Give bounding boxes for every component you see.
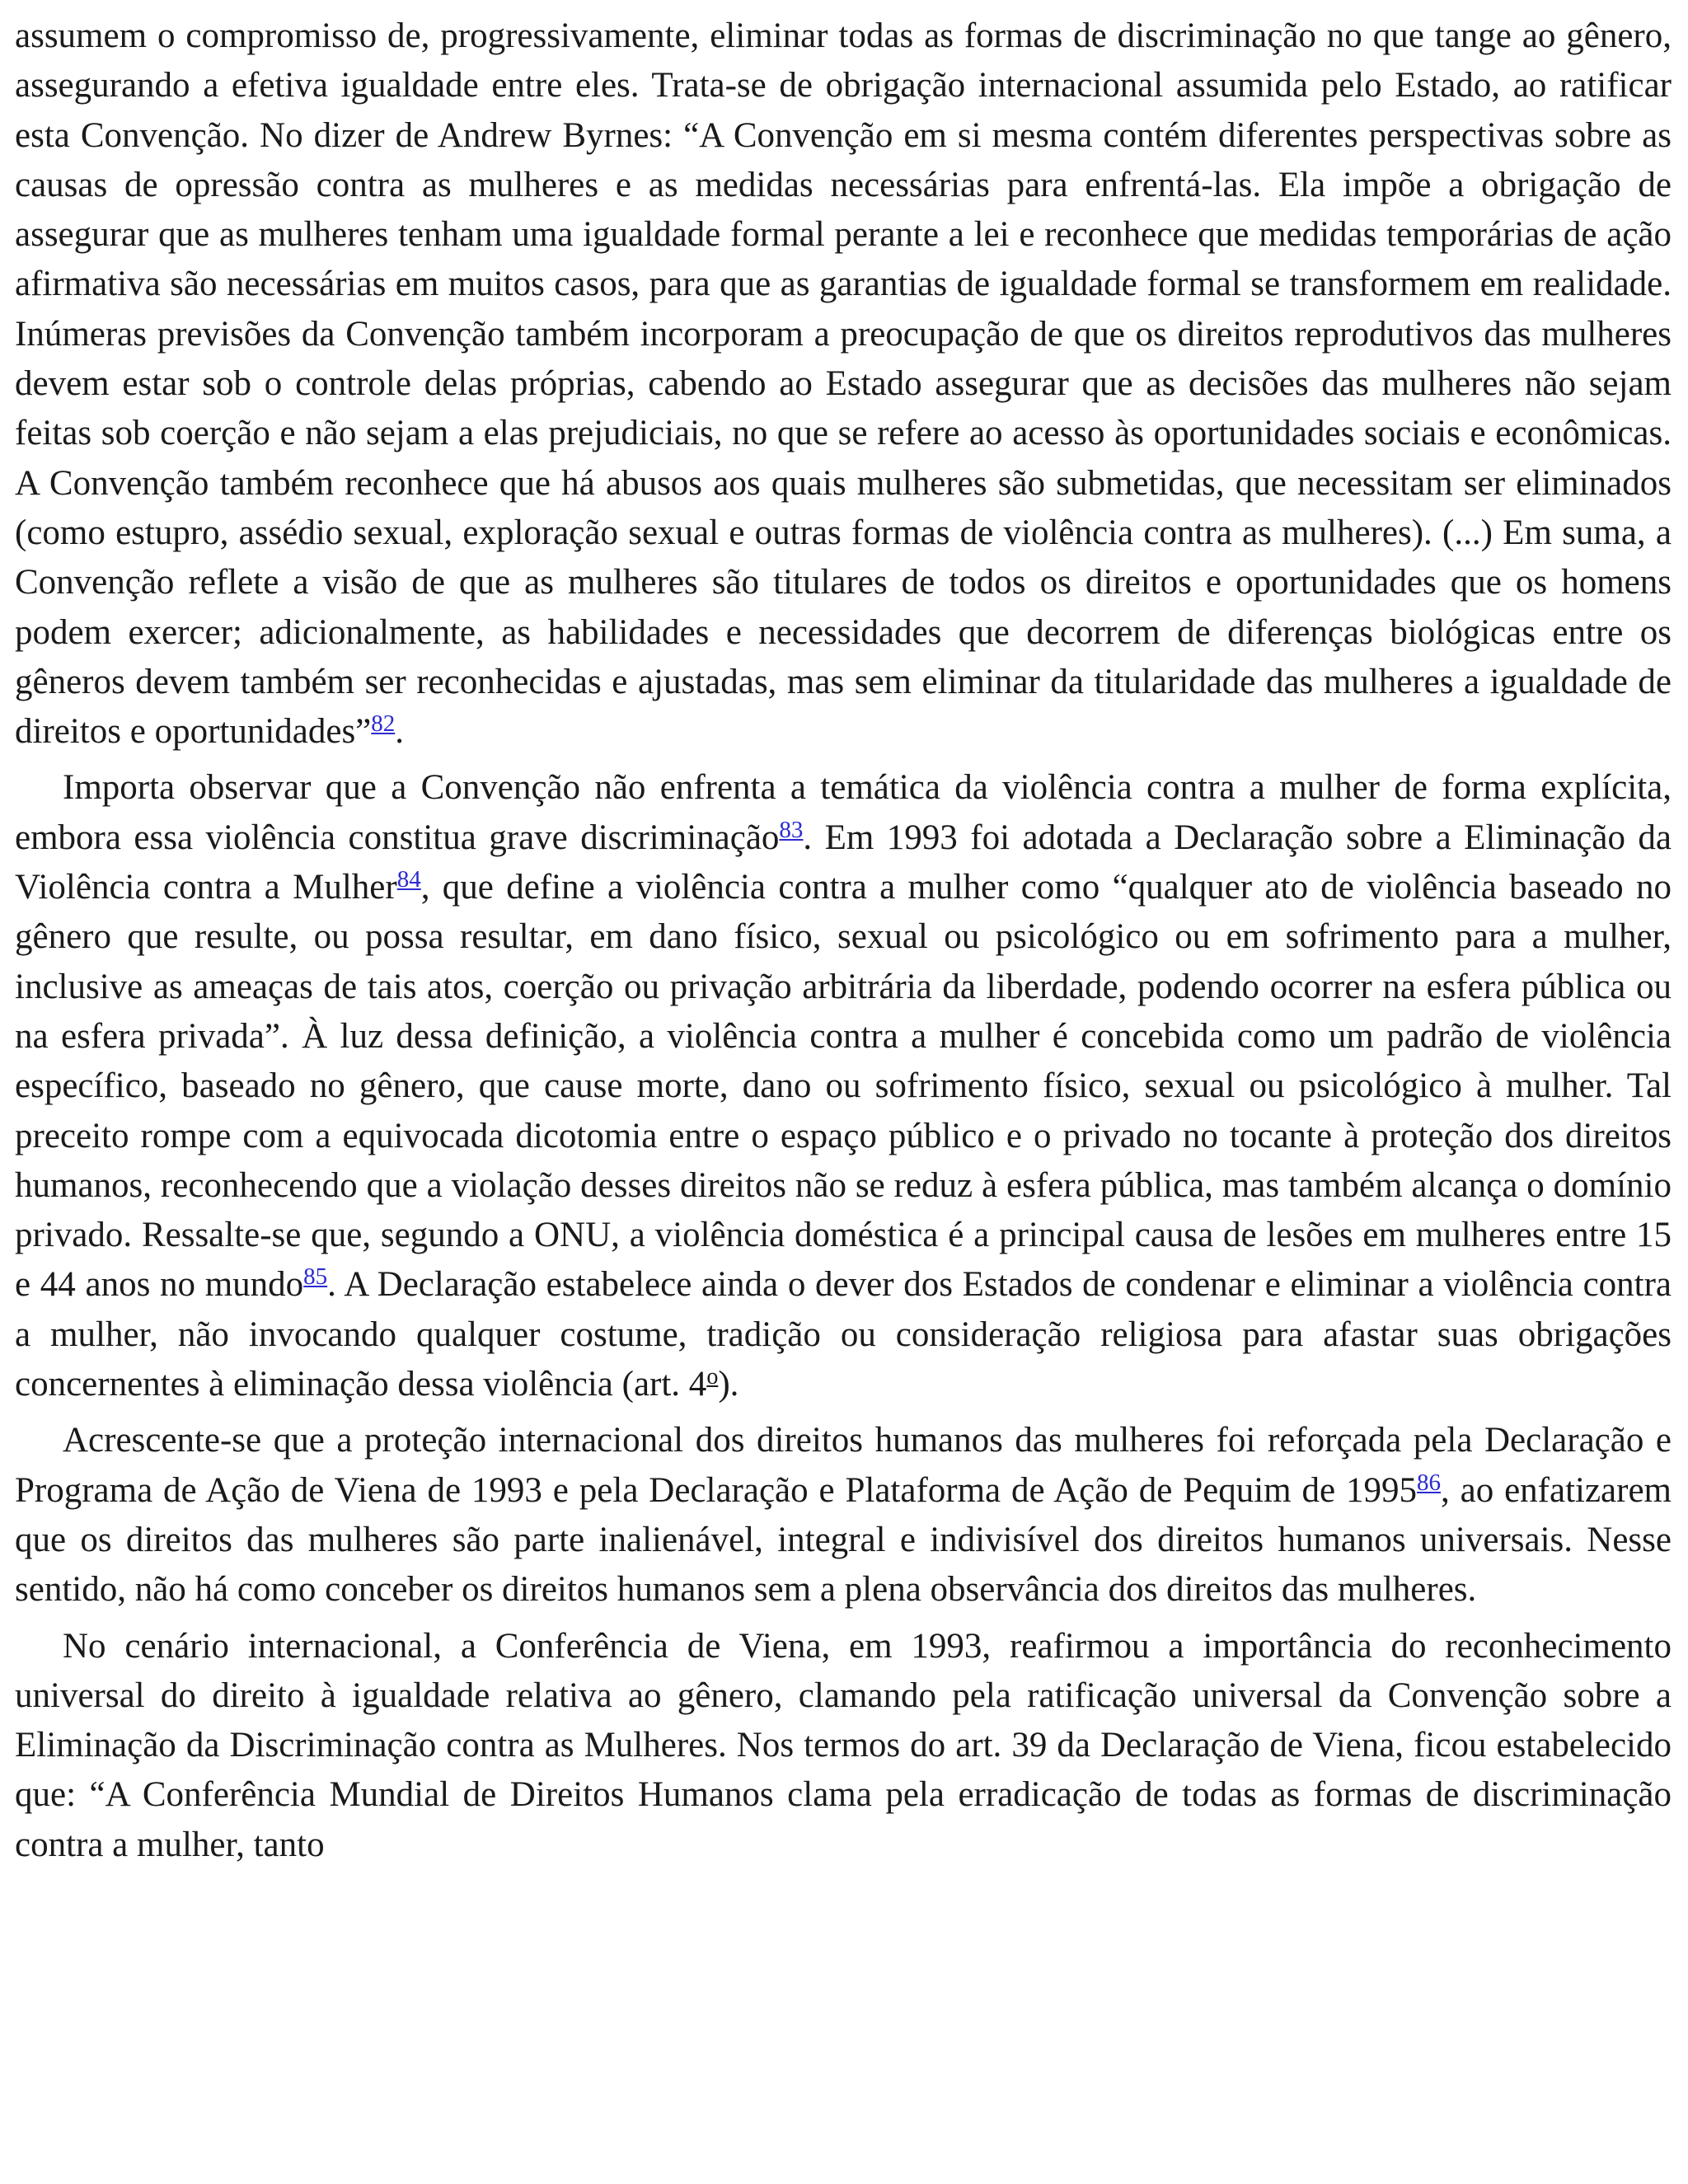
body-text: assumem o compromisso de, progressivamente, eliminar todas as formas de discriminação no que tange ao gênero, assegurando a efetiva igualdade entre eles. Trata-se de obrigação internacional assumida pelo Estado, ao ratificar esta Convenção. No dizer de Andrew Byrnes: “A Convenção em si mesma contém diferentes perspectivas sobre as causas de opressão contra as mulheres e as medidas necessárias para enfrentá-las. Ela impõe a obrigação de assegurar que as mulheres tenham uma igualdade formal perante a lei e reconhece que medidas temporárias de ação afirmativa são necessárias em muitos casos, para que as garantias de igualdade formal se transformem em realidade. Inúmeras previsões da Convenção também incorporam a preocupação de que os direitos reprodutivos das mulheres devem estar sob o controle delas próprias, cabendo ao Estado assegurar que as decisões das mulheres não sejam feitas sob coerção e não sejam a elas prejudiciais, no que se refere ao acesso às oportunidades sociais e econômicas. A Convenção também reconhece que há abusos aos quais mulheres são submetidas, que necessitam ser eliminados (como estupro, assédio sexual, exploração sexual e outras formas de violência contra as mulheres). (...) Em suma, a Convenção reflete a visão de que as mulheres são titulares de todos os direitos e oportunidades que os homens podem exercer; adicionalmente, as habilidades e necessidades que decorrem de diferenças biológicas entre os gêneros devem também ser reconhecidas e ajustadas, mas sem eliminar da titularidade das mulheres a igualdade de direitos e oportunidades” (15, 16, 1672, 752)
paragraph (15, 12, 1672, 757)
body-text: . (395, 712, 405, 752)
paragraph (15, 763, 1672, 1409)
body-text: , ao enfatizarem que os direitos das mulheres são parte inalienável, integral e indivisível dos direitos humanos universais. Nesse sentido, não há como conceber os direitos humanos sem a plena observância dos direitos das mulheres. (15, 1470, 1672, 1610)
body-text: . A Declaração estabelece ainda o dever dos Estados de condenar e eliminar a violência contra a mulher, não invocando qualquer costume, tradição ou consideração religiosa para afastar suas obrigações concernentes à eliminação dessa violência (art. 4 (15, 1265, 1672, 1404)
body-text: ). (718, 1365, 739, 1404)
footnote-reference (371, 710, 395, 737)
paragraph (15, 1622, 1672, 1870)
footnote-link[interactable]: 83 (779, 816, 804, 843)
footnote-reference (779, 817, 803, 843)
footnote-reference (303, 1263, 327, 1290)
body-text: Importa observar que a Convenção não enfrenta a temática da violência contra a mulher de forma explícita, embora essa violência constitua grave discriminação (15, 768, 1672, 857)
footnote-link[interactable]: 86 (1416, 1469, 1441, 1496)
body-text: , que define a violência contra a mulher como “qualquer ato de violência baseado no gênero que resulte, ou possa resultar, em dano físico, sexual ou psicológico ou em sofrimento para a mulher, inclusive as ameaças de tais atos, coerção ou privação arbitrária da liberdade, podendo ocorrer na esfera pública ou na esfera privada”. À luz dessa definição, a violência contra a mulher é concebida como um padrão de violência específico, baseado no gênero, que cause morte, dano ou sofrimento físico, sexual ou psicológico à mulher. Tal preceito rompe com a equivocada dicotomia entre o espaço público e o privado no tocante à proteção dos direitos humanos, reconhecendo que a violação desses direitos não se reduz à esfera pública, mas também alcança o domínio privado. Ressalte-se que, segundo a ONU, a violência doméstica é a principal causa de lesões em mulheres entre 15 e 44 anos no mundo (15, 868, 1672, 1305)
footnote-link[interactable]: 82 (371, 710, 396, 738)
paragraph (15, 1416, 1672, 1615)
body-text: . Em 1993 foi adotada a Declaração sobre a Eliminação da Violência contra a Mulher (15, 818, 1672, 907)
footnote-link[interactable]: 84 (396, 866, 421, 893)
document-page (15, 12, 1672, 1870)
body-text: No cenário internacional, a Conferência de Viena, em 1993, reafirmou a importância do reconhecimento universal do direito à igualdade relativa ao gênero, clamando pela ratificação universal da Convenção sobre a Eliminação da Discriminação contra as Mulheres. Nos termos do art. 39 da Declaração de Viena, ficou estabelecido que: “A Conferência Mundial de Direitos Humanos clama pela erradicação de todas as formas de discriminação contra a mulher, tanto (15, 1626, 1672, 1864)
footnote-link[interactable]: 85 (303, 1263, 328, 1291)
body-text: Acrescente-se que a proteção internacional dos direitos humanos das mulheres foi reforçada pela Declaração e Programa de Ação de Viena de 1993 e pela Declaração e Plataforma de Ação de Pequim de 1995 (15, 1421, 1672, 1510)
footnote-reference (397, 866, 421, 893)
footnote-reference (1417, 1469, 1441, 1496)
ordinal-indicator: o (706, 1364, 719, 1390)
